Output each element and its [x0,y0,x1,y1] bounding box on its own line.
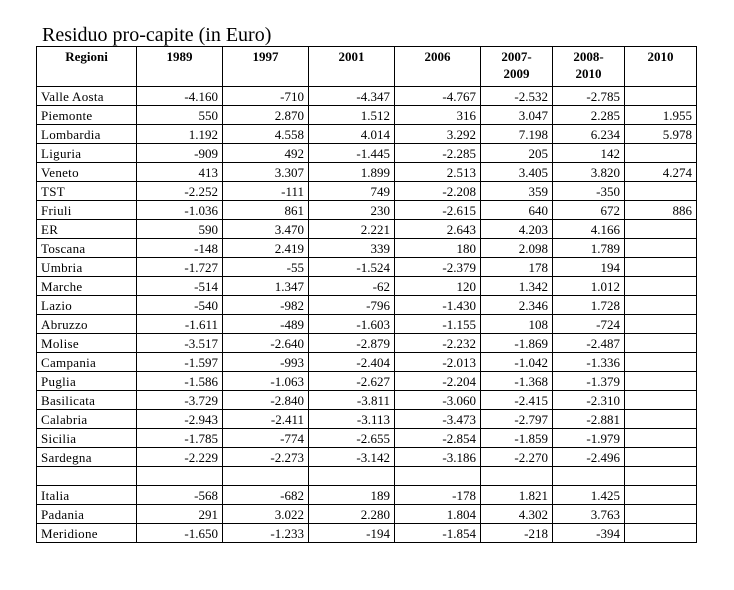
table-row [37,334,697,353]
value-cell: 4.166 [553,220,625,239]
value-cell: -3.142 [309,448,395,467]
value-cell [625,410,697,429]
column-header: 2010 [625,47,697,87]
value-cell: -2.487 [553,334,625,353]
region-cell: Basilicata [37,391,137,410]
value-cell [625,239,697,258]
value-cell: -2.411 [223,410,309,429]
value-cell [137,467,223,486]
value-cell: -55 [223,258,309,277]
value-cell: -2.204 [395,372,481,391]
region-cell: Calabria [37,410,137,429]
value-cell: 3.022 [223,505,309,524]
value-cell [625,87,697,106]
region-cell: TST [37,182,137,201]
region-cell: Sardegna [37,448,137,467]
value-cell: -4.767 [395,87,481,106]
value-cell [481,467,553,486]
value-cell: -3.186 [395,448,481,467]
value-cell: 1.821 [481,486,553,505]
residuo-table [36,46,697,543]
value-cell: 230 [309,201,395,220]
value-cell: 2.098 [481,239,553,258]
value-cell: 7.198 [481,125,553,144]
value-cell: 1.512 [309,106,395,125]
value-cell [625,258,697,277]
value-cell: -2.797 [481,410,553,429]
column-header: Regioni [37,47,137,87]
table-row [37,486,697,505]
value-cell: -1.650 [137,524,223,543]
value-cell: -4.160 [137,87,223,106]
region-cell: Toscana [37,239,137,258]
value-cell: 3.307 [223,163,309,182]
table-body [37,87,697,543]
column-header: 2001 [309,47,395,87]
column-header: 1989 [137,47,223,87]
region-cell: Campania [37,353,137,372]
value-cell [625,524,697,543]
value-cell: -540 [137,296,223,315]
value-cell: -1.869 [481,334,553,353]
value-cell: -2.310 [553,391,625,410]
table-row [37,163,697,182]
region-cell: Lombardia [37,125,137,144]
table-row [37,505,697,524]
value-cell: -2.232 [395,334,481,353]
value-cell: -2.013 [395,353,481,372]
value-cell: -2.270 [481,448,553,467]
value-cell: -1.611 [137,315,223,334]
value-cell: -2.415 [481,391,553,410]
value-cell: -3.811 [309,391,395,410]
value-cell: -394 [553,524,625,543]
value-cell [553,467,625,486]
region-cell: Valle Aosta [37,87,137,106]
value-cell: -710 [223,87,309,106]
value-cell [625,296,697,315]
value-cell: -2.379 [395,258,481,277]
value-cell: -2.655 [309,429,395,448]
value-cell: -774 [223,429,309,448]
table-row [37,258,697,277]
value-cell: -2.496 [553,448,625,467]
value-cell: 3.292 [395,125,481,144]
table-row [37,448,697,467]
value-cell: -1.445 [309,144,395,163]
value-cell: 2.346 [481,296,553,315]
value-cell: 2.280 [309,505,395,524]
table-row [37,239,697,258]
value-cell: 120 [395,277,481,296]
value-cell: -2.879 [309,334,395,353]
value-cell: 2.221 [309,220,395,239]
value-cell: -1.368 [481,372,553,391]
value-cell: -724 [553,315,625,334]
value-cell: -2.252 [137,182,223,201]
table-row [37,277,697,296]
value-cell: 861 [223,201,309,220]
table-row [37,372,697,391]
value-cell: 3.047 [481,106,553,125]
table-row [37,144,697,163]
value-cell: -1.379 [553,372,625,391]
value-cell: -3.060 [395,391,481,410]
region-cell [37,467,137,486]
value-cell: 4.558 [223,125,309,144]
value-cell [625,467,697,486]
value-cell [625,391,697,410]
value-cell: -2.840 [223,391,309,410]
value-cell: 413 [137,163,223,182]
region-cell: Abruzzo [37,315,137,334]
table-row [37,467,697,486]
region-cell: Italia [37,486,137,505]
value-cell: 4.014 [309,125,395,144]
header-row [37,47,697,87]
value-cell [625,315,697,334]
table-row [37,106,697,125]
column-header: 2007- 2009 [481,47,553,87]
region-cell: Marche [37,277,137,296]
value-cell [625,144,697,163]
value-cell: 640 [481,201,553,220]
table-row [37,524,697,543]
value-cell: 2.513 [395,163,481,182]
value-cell: 3.763 [553,505,625,524]
value-cell: -148 [137,239,223,258]
region-cell: Padania [37,505,137,524]
table-row [37,201,697,220]
value-cell: -514 [137,277,223,296]
value-cell: -2.273 [223,448,309,467]
table-row [37,410,697,429]
value-cell: -1.979 [553,429,625,448]
value-cell: -3.517 [137,334,223,353]
table-row [37,182,697,201]
value-cell [625,353,697,372]
region-cell: Molise [37,334,137,353]
value-cell: -1.063 [223,372,309,391]
value-cell: -218 [481,524,553,543]
value-cell: 2.419 [223,239,309,258]
value-cell: 550 [137,106,223,125]
value-cell: 1.804 [395,505,481,524]
value-cell: -111 [223,182,309,201]
value-cell: 4.302 [481,505,553,524]
value-cell: 3.470 [223,220,309,239]
region-cell: Veneto [37,163,137,182]
value-cell [625,429,697,448]
value-cell: 1.899 [309,163,395,182]
page-title: Residuo pro-capite (in Euro) [42,24,272,46]
value-cell: -1.597 [137,353,223,372]
region-cell: Meridione [37,524,137,543]
value-cell: -489 [223,315,309,334]
table-row [37,296,697,315]
value-cell: 5.978 [625,125,697,144]
value-cell: -1.524 [309,258,395,277]
value-cell: -1.336 [553,353,625,372]
value-cell: 291 [137,505,223,524]
value-cell: -1.042 [481,353,553,372]
value-cell: 339 [309,239,395,258]
region-cell: ER [37,220,137,239]
value-cell: 2.285 [553,106,625,125]
value-cell [223,467,309,486]
value-cell: -3.113 [309,410,395,429]
value-cell: 3.820 [553,163,625,182]
region-cell: Sicilia [37,429,137,448]
value-cell [625,334,697,353]
value-cell: 108 [481,315,553,334]
value-cell: 3.405 [481,163,553,182]
value-cell: -2.532 [481,87,553,106]
value-cell: -909 [137,144,223,163]
value-cell: -2.285 [395,144,481,163]
region-cell: Piemonte [37,106,137,125]
value-cell [625,372,697,391]
value-cell: 4.203 [481,220,553,239]
value-cell: -2.615 [395,201,481,220]
region-cell: Lazio [37,296,137,315]
column-header: 2006 [395,47,481,87]
value-cell: -350 [553,182,625,201]
value-cell: -982 [223,296,309,315]
value-cell: -2.881 [553,410,625,429]
value-cell: 142 [553,144,625,163]
value-cell: -2.640 [223,334,309,353]
value-cell: -796 [309,296,395,315]
value-cell: 590 [137,220,223,239]
value-cell: 359 [481,182,553,201]
value-cell: 178 [481,258,553,277]
value-cell: -62 [309,277,395,296]
value-cell: 672 [553,201,625,220]
value-cell: -2.943 [137,410,223,429]
value-cell: -993 [223,353,309,372]
value-cell: -2.854 [395,429,481,448]
value-cell: 6.234 [553,125,625,144]
value-cell: 4.274 [625,163,697,182]
region-cell: Friuli [37,201,137,220]
value-cell: -1.036 [137,201,223,220]
value-cell: -682 [223,486,309,505]
value-cell: -1.233 [223,524,309,543]
value-cell: -3.473 [395,410,481,429]
table-row [37,87,697,106]
table-row [37,220,697,239]
value-cell: 1.425 [553,486,625,505]
value-cell: 1.347 [223,277,309,296]
value-cell: -1.727 [137,258,223,277]
region-cell: Puglia [37,372,137,391]
value-cell: 180 [395,239,481,258]
value-cell: -2.404 [309,353,395,372]
value-cell [625,448,697,467]
value-cell: -3.729 [137,391,223,410]
value-cell: 1.955 [625,106,697,125]
value-cell: -4.347 [309,87,395,106]
value-cell [625,182,697,201]
table-row [37,353,697,372]
value-cell: -194 [309,524,395,543]
value-cell: -2.785 [553,87,625,106]
value-cell: -1.854 [395,524,481,543]
value-cell [625,505,697,524]
value-cell: 189 [309,486,395,505]
value-cell [625,486,697,505]
value-cell: 1.342 [481,277,553,296]
value-cell: -568 [137,486,223,505]
region-cell: Umbria [37,258,137,277]
value-cell: 886 [625,201,697,220]
region-cell: Liguria [37,144,137,163]
value-cell: -1.586 [137,372,223,391]
value-cell: 2.870 [223,106,309,125]
value-cell: -2.627 [309,372,395,391]
value-cell: -178 [395,486,481,505]
column-header: 2008- 2010 [553,47,625,87]
value-cell [395,467,481,486]
table-row [37,125,697,144]
value-cell: -1.785 [137,429,223,448]
value-cell [625,220,697,239]
value-cell [309,467,395,486]
value-cell: -1.430 [395,296,481,315]
value-cell [625,277,697,296]
table-row [37,429,697,448]
value-cell: 1.789 [553,239,625,258]
table-row [37,315,697,334]
value-cell: -1.155 [395,315,481,334]
value-cell: 1.012 [553,277,625,296]
value-cell: 1.192 [137,125,223,144]
column-header: 1997 [223,47,309,87]
value-cell: 1.728 [553,296,625,315]
value-cell: -1.603 [309,315,395,334]
value-cell: 316 [395,106,481,125]
value-cell: 749 [309,182,395,201]
table-row [37,391,697,410]
value-cell: 194 [553,258,625,277]
value-cell: 205 [481,144,553,163]
value-cell: -2.229 [137,448,223,467]
value-cell: -2.208 [395,182,481,201]
value-cell: -1.859 [481,429,553,448]
value-cell: 2.643 [395,220,481,239]
value-cell: 492 [223,144,309,163]
